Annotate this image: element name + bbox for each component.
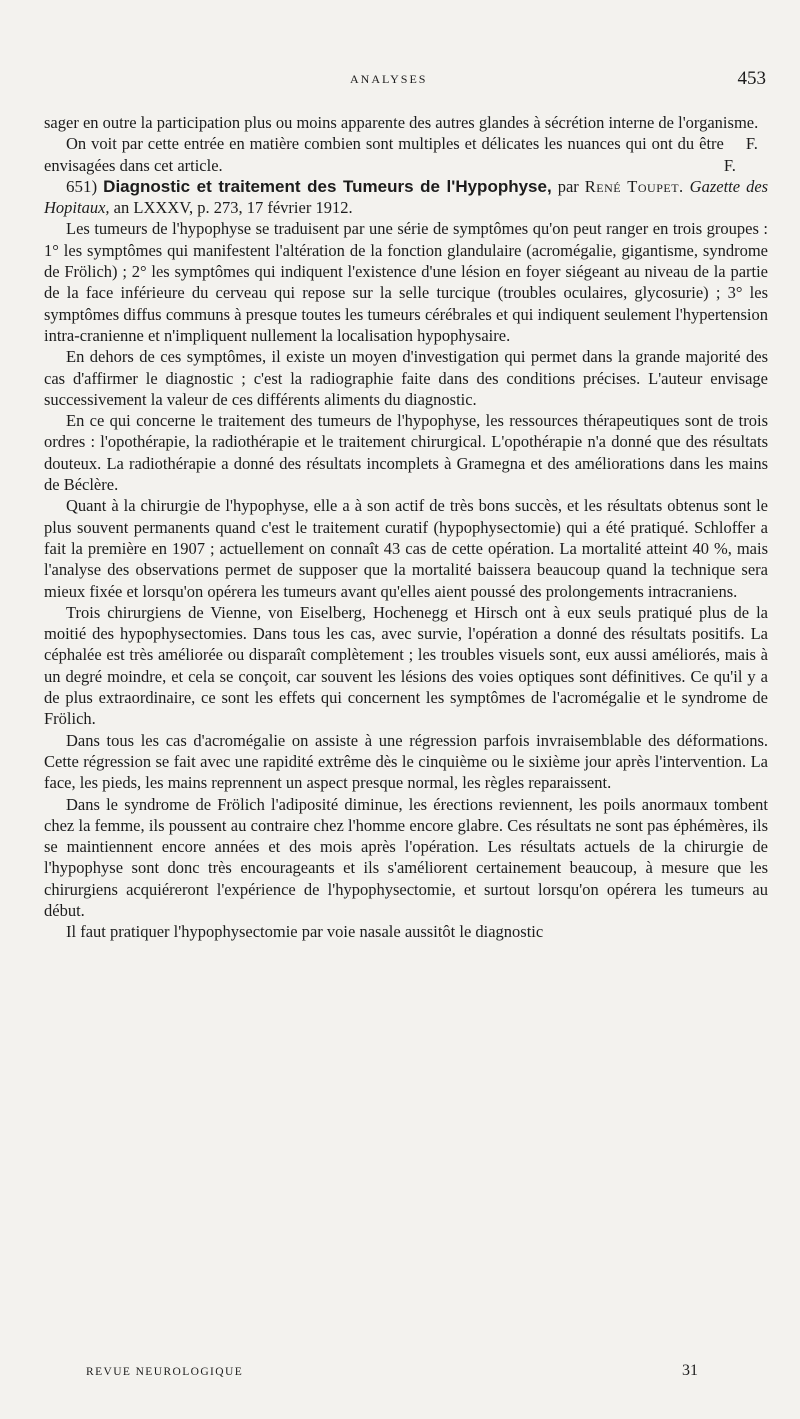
paragraph-acromegaly: Dans tous les cas d'acromégalie on assiste à une régression parfois invraisemblable des déformations. Cette régression se fait avec une rapidité extrême dès le cinquième ou le sixième jour après l'intervention. La face, les pieds, les mains reprennent un aspect presque normal, les règles reparaissent. xyxy=(44,730,768,793)
article-body xyxy=(44,112,768,943)
article-heading xyxy=(44,176,768,219)
previous-article-paragraph: On voit par cette entrée en matière combien sont multiples et délicates les nuances qui ont du être envisagées dans cet article. xyxy=(44,134,724,175)
page-number: 453 xyxy=(737,68,766,89)
paragraph-conclusion: Il faut pratiquer l'hypophysectomie par voie nasale aussitôt le diagnostic xyxy=(66,922,544,942)
previous-article-end: sager en outre la participation plus ou moins apparente des autres glandes à sécrétion interne de l'organisme. xyxy=(44,113,759,132)
article-citation: an LXXXV, p. 273, 17 février 1912. xyxy=(113,198,353,218)
footer-signature-number: 31 xyxy=(682,1362,698,1379)
article-title: Diagnostic et traitement des Tumeurs de l'Hypophyse, xyxy=(103,176,552,196)
running-head xyxy=(0,68,800,94)
previous-article-closing xyxy=(44,133,768,176)
footer-journal-name: REVUE NEUROLOGIQUE xyxy=(86,1366,244,1378)
running-title: ANALYSES xyxy=(350,72,428,86)
paragraph-treatment: En ce qui concerne le traitement des tumeurs de l'hypophyse, les ressources thérapeutiques sont de trois ordres : l'opothérapie, la radiothérapie et le traitement chirurgical. L'opothérapie n'a donné que des résultats douteux. La radiothérapie a donné des résultats incomplets à Gramegna et des améliorations dans les mains de Béclère. xyxy=(44,411,768,495)
paragraph-diagnosis: En dehors de ces symptômes, il existe un moyen d'investigation qui permet dans la grande majorité des cas d'affirmer le diagnostic ; c'est la radiographie faite dans des conditions précises. L'auteur envisage successivement la valeur de ces différents aliments du diagnostic. xyxy=(44,347,768,409)
article-number: 651) xyxy=(66,176,98,196)
article-journal: Gazette des Hopitaux, xyxy=(44,176,769,218)
signature-initials: F. F. xyxy=(723,134,758,175)
paragraph-frolich-syndrome: Dans le syndrome de Frölich l'adiposité diminue, les érections reviennent, les poils anormaux tombent chez la femme, ils poussent au contraire chez l'homme encore glabre. Ces résultats ne sont pas éphémères, ils se maintiennent encore années et des mois après l'opération. Les résultats actuels de la chirurgie de l'hypophyse sont donc très encourageants et ils s'améliorent certainement beaucoup, à mesure que les chirurgiens acquiéreront l'expérience de l'hypophysectomie, et surtout lorsqu'on opérera les tumeurs au début. xyxy=(44,794,768,920)
article-author: René Toupet. xyxy=(584,176,684,196)
article-by: par xyxy=(557,176,579,196)
paragraph-surgery: Quant à la chirurgie de l'hypophyse, elle a à son actif de très bons succès, et les résultats obtenus sont le plus souvent permanents quand c'est le traitement curatif (hypophysectomie) qui a été pratiqué. Schloffer a fait la première en 1907 ; actuellement on connaît 43 cas de cette opération. La mortalité atteint 40 %, mais l'analyse des observations permet de supposer que la mortalité baissera beaucoup quand la technique sera mieux fixée et lorsqu'on opérera les tumeurs avant qu'elles aient poussé des prolongements intracraniens. xyxy=(44,496,768,601)
page-footer xyxy=(86,1364,698,1386)
paragraph-symptoms: Les tumeurs de l'hypophyse se traduisent par une série de symptômes qu'on peut ranger en trois groupes : 1° les symptômes qui manifestent l'altération de la fonction glandulaire (acromégalie, gigantisme, syndrome de Frölich) ; 2° les symptômes qui indiquent l'existence d'une lésion en foyer siégeant au niveau de la partie de la face inférieure du cerveau qui repose sur la selle turcique (troubles oculaires, glycosurie) ; 3° les symptômes diffus communs à presque toutes les tumeurs cérébrales et qui indiquent seulement l'hypertension intra-cranienne et n'impliquent nullement la localisation hypophysaire. xyxy=(44,219,768,345)
paragraph-vienna-surgeons: Trois chirurgiens de Vienne, von Eiselberg, Hochenegg et Hirsch ont à eux seuls pratiqué plus de la moitié des hypophysectomies. Dans tous les cas, avec survie, l'opération a donné des résultats positifs. La céphalée est très améliorée ou disparaît complètement ; les troubles visuels sont, eux aussi améliorés, mais à un degré moindre, et cela se conçoit, car souvent les lésions des voies optiques sont définitives. Ce qu'il y a de plus extraordinaire, ce sont les effets qui concernent les symptômes de l'acromégalie et le syndrome de Frölich. xyxy=(44,602,768,729)
